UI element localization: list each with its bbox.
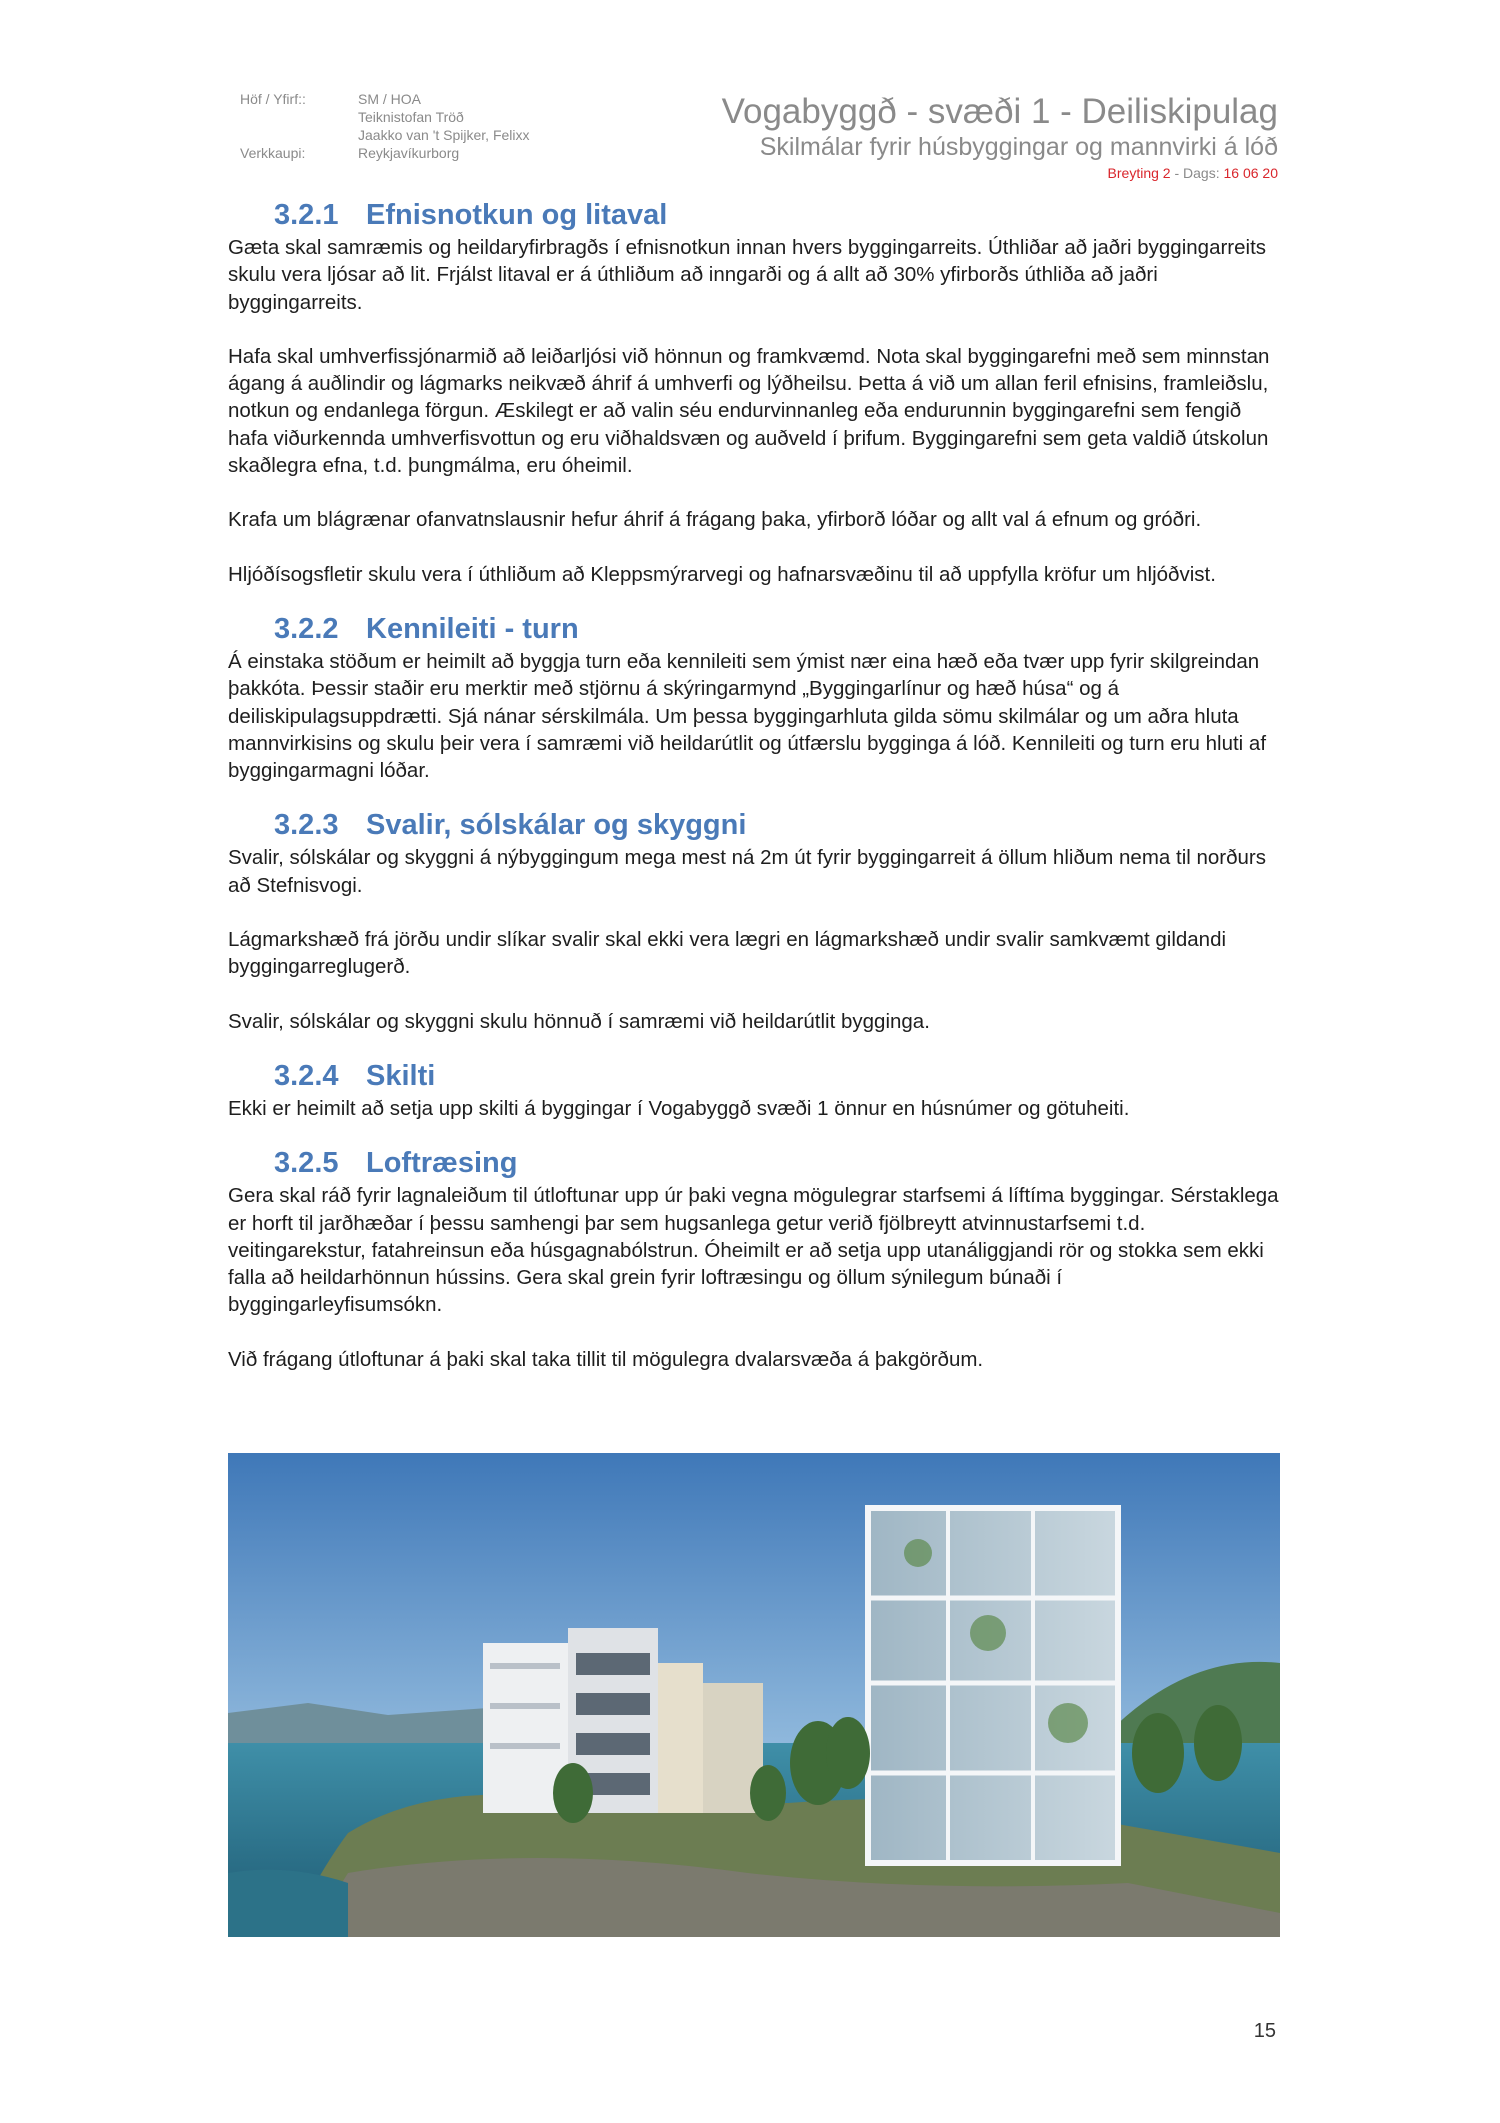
header-value-partner: Jaakko van 't Spijker, Felixx xyxy=(358,127,530,143)
paragraph: Gera skal ráð fyrir lagnaleiðum til útloftunar upp úr þaki vegna mögulegrar starfsemi á líftíma byggingar. Sérstaklega er horft til jarðhæðar í þessu samhengi þar sem hugsanlega getur verið fjölbreytt atvinnustarfsemi t.d. veitingarekstur, fatahreinsun eða húsgagnabólstrun. Óheimilt er að setja upp utanáliggjandi rör og stokka sem ekki falla að heildarhönnun hússins. Gera skal grein fyrir loftræsingu og öllum sýnilegum búnaði í byggingarleyfisumsókn. xyxy=(228,1184,1279,1317)
section-heading xyxy=(228,806,1280,844)
header-value-firm: Teiknistofan Tröð xyxy=(358,109,464,125)
section-number: 3.2.2 xyxy=(274,612,339,645)
page-number: 15 xyxy=(1253,2020,1276,2042)
header-value-author: SM / HOA xyxy=(358,91,422,107)
glass-tower xyxy=(868,1508,1118,1863)
paragraph: Hljóðísogsfletir skulu vera í úthliðum að Kleppsmýrarvegi og hafnarsvæðinu til að uppfylla kröfur um hljóðvist. xyxy=(228,562,1216,586)
section-title: Svalir, sólskálar og skyggni xyxy=(366,809,747,842)
document-body xyxy=(228,196,1280,1373)
header-label-client: Verkkaupi: xyxy=(240,145,306,161)
paragraph: Svalir, sólskálar og skyggni á nýbyggingum mega mest ná 2m út fyrir byggingarreit á öllum hliðum nema til norðurs að Stefnisvogi. xyxy=(228,846,1267,897)
section-heading xyxy=(228,196,1280,234)
revision-date: 16 06 20 xyxy=(1223,165,1278,181)
section-3-2-1 xyxy=(228,196,1280,588)
header-labels xyxy=(240,90,306,162)
date-label: - Dags: xyxy=(1170,165,1224,181)
section-heading xyxy=(228,610,1280,648)
section-number: 3.2.4 xyxy=(274,1059,339,1092)
section-title: Kennileiti - turn xyxy=(366,612,579,645)
section-3-2-5 xyxy=(228,1144,1280,1373)
document-subtitle: Skilmálar fyrir húsbyggingar og mannvirki á lóð xyxy=(759,133,1278,161)
paragraph: Ekki er heimilt að setja upp skilti á byggingar í Vogabyggð svæði 1 önnur en húsnúmer og götuheiti. xyxy=(228,1096,1130,1120)
section-number: 3.2.3 xyxy=(274,809,339,842)
water-foam xyxy=(228,1870,348,1937)
paragraph: Á einstaka stöðum er heimilt að byggja turn eða kennileiti sem ýmist nær eina hæð eða tvær upp fyrir skilgreindan þakkóta. Þessir staðir eru merktir með stjörnu á skýringarmynd „Byggingarlínur og hæð húsa“ og á deiliskipulagsuppdrætti. Sjá nánar sérskilmála. Um þessa byggingarhluta gilda sömu skilmálar og um aðra hluta mannvirkisins og skulu þeir vera í samræmi við heildarútlit og útfærslu bygginga á lóð. Kennileiti og turn eru hluti af byggingarmagni lóðar. xyxy=(228,649,1267,783)
paragraph: Lágmarkshæð frá jörðu undir slíkar svalir skal ekki vera lægri en lágmarkshæð undir svalir samkvæmt gildandi byggingarreglugerð. xyxy=(228,928,1227,979)
paragraph: Krafa um blágrænar ofanvatnslausnir hefur áhrif á frágang þaka, yfirborð lóðar og allt val á efnum og gróðri. xyxy=(228,508,1202,532)
section-number: 3.2.1 xyxy=(274,199,339,231)
paragraph: Hafa skal umhverfissjónarmið að leiðarljósi við hönnun og framkvæmd. Nota skal byggingarefni með sem minnstan ágang á auðlindir og lágmarks neikvæð áhrif á umhverfi og lýðheilsu. Þetta á við um allan feril efnisins, framleiðslu, notkun og endanlega förgun. Æskilegt er að valin séu endurvinnanleg eða endurunnin byggingarefni sem fengið hafa viðurkennda umhverfisvottun og eru viðhaldsvæn og auðveld í þrifum. Byggingarefni sem geta valdið útskolun skaðlegra efna, t.d. þungmálma, eru óheimil. xyxy=(228,344,1270,478)
document-title: Vogabyggð - svæði 1 - Deiliskipulag xyxy=(721,92,1278,131)
section-3-2-4 xyxy=(228,1057,1280,1122)
section-3-2-3 xyxy=(228,806,1280,1034)
revision-label: Breyting 2 xyxy=(1107,165,1171,181)
section-number: 3.2.5 xyxy=(274,1147,339,1180)
header-label-author: Höf / Yfirf:: xyxy=(240,91,306,107)
section-heading xyxy=(228,1144,1280,1182)
paragraph: Gæta skal samræmis og heildaryfirbragðs í efnisnotkun innan hvers byggingarreits. Úthliðar að jaðri byggingarreits skulu vera ljósar að lit. Frjálst litaval er á úthliðum að inngarði og á allt að 30% yfirborðs úthliða að jaðri byggingarreits. xyxy=(228,236,1267,314)
header-values xyxy=(358,90,530,162)
section-title: Skilti xyxy=(366,1059,436,1092)
header-value-client: Reykjavíkurborg xyxy=(358,145,460,161)
paragraph: Svalir, sólskálar og skyggni skulu hönnuð í samræmi við heildarútlit bygginga. xyxy=(228,1009,930,1033)
document-header xyxy=(722,92,1278,182)
section-title: Efnisnotkun og litaval xyxy=(366,199,668,231)
section-heading xyxy=(228,1057,1280,1095)
section-3-2-2 xyxy=(228,610,1280,784)
paragraph: Við frágang útloftunar á þaki skal taka tillit til mögulegra dvalarsvæða á þakgörðum. xyxy=(228,1347,984,1371)
revision-line xyxy=(722,164,1278,182)
architectural-rendering-image xyxy=(228,1453,1280,1937)
section-title: Loftræsing xyxy=(366,1147,518,1180)
